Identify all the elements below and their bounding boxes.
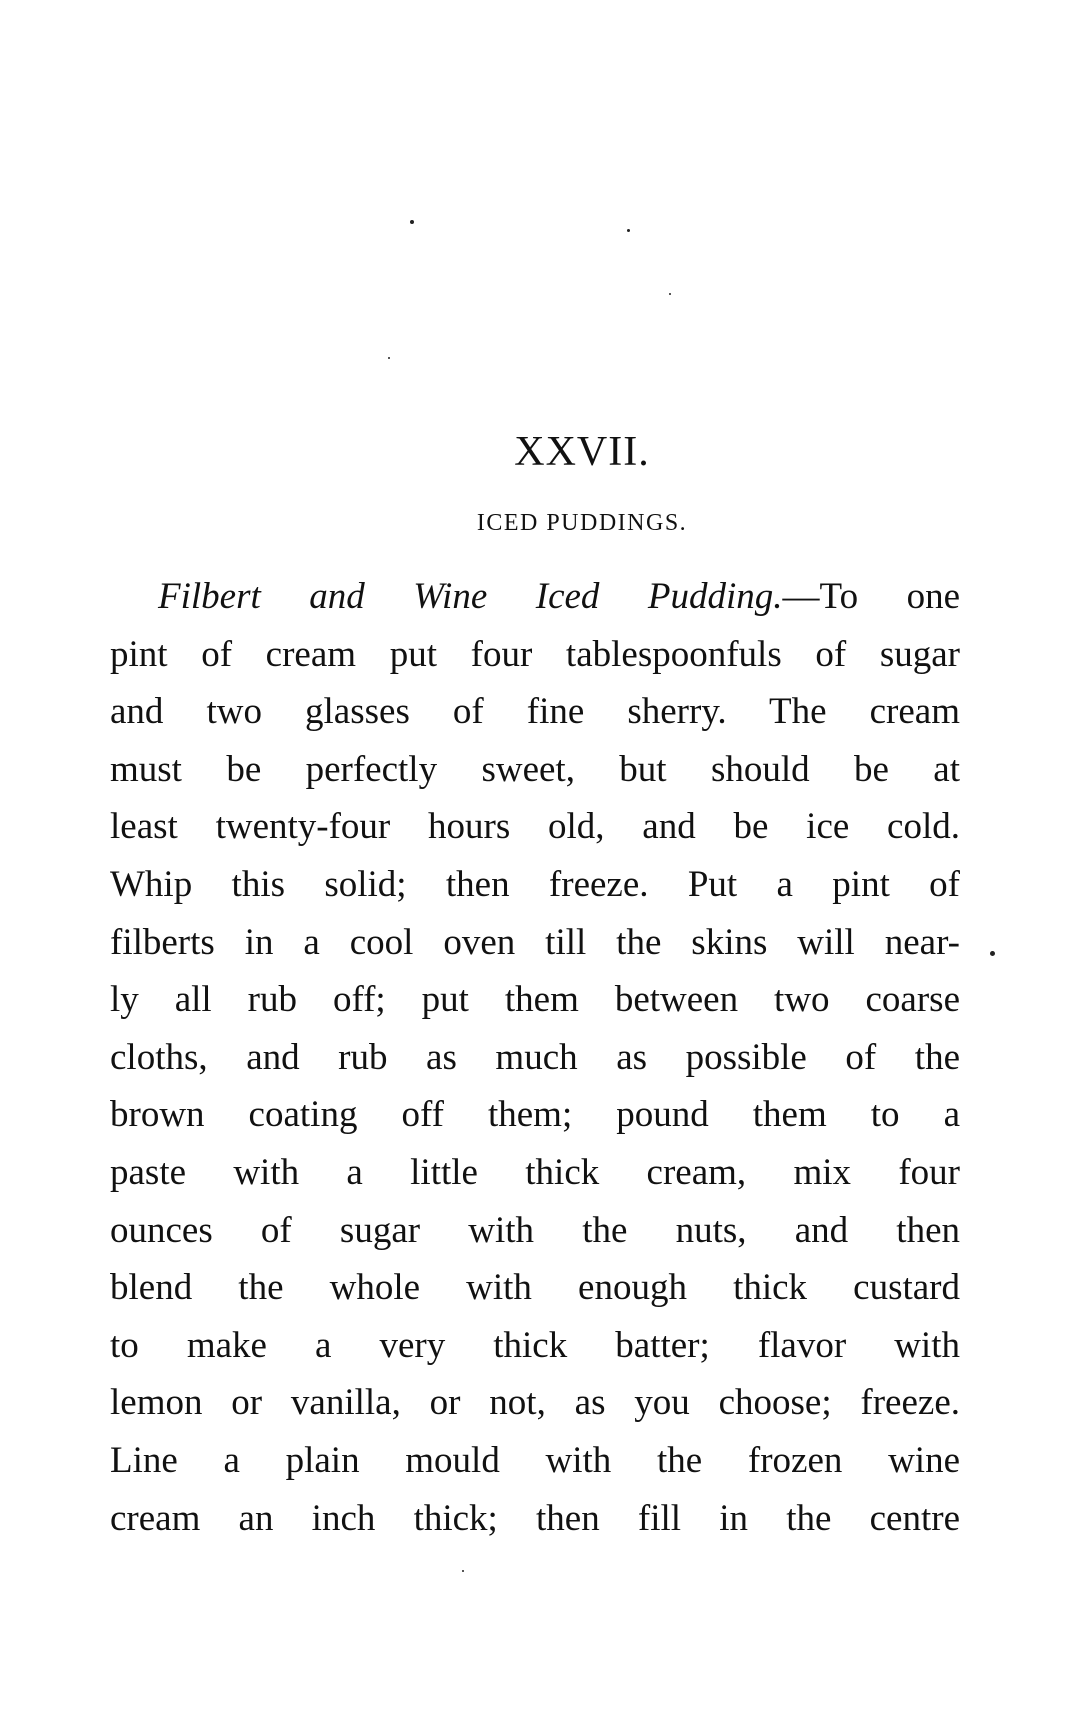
text-line: lemon or vanilla, or not, as you choose; freeze. <box>110 1382 960 1424</box>
text-line: Whip this solid; then freeze. Put a pint of <box>110 863 960 905</box>
text-line: brown coating off them; pound them to a <box>110 1094 960 1136</box>
text-line: paste with a little thick cream, mix four <box>110 1151 960 1193</box>
scan-speck <box>990 951 995 956</box>
text-line: and two glasses of fine sherry. The cream <box>110 691 960 733</box>
text-line: cloths, and rub as much as possible of the <box>110 1036 960 1078</box>
text-line-content: —To one <box>782 576 960 617</box>
text-line: must be perfectly sweet, but should be at <box>110 748 960 790</box>
scan-speck <box>462 1570 464 1572</box>
chapter-number: XXVII. <box>514 429 650 475</box>
text-line: to make a very thick batter; flavor with <box>110 1324 960 1366</box>
recipe-name: Filbert and Wine Iced Pudding. <box>158 576 783 617</box>
text-line: ly all rub off; put them between two coarse <box>110 979 960 1021</box>
text-line: ounces of sugar with the nuts, and then <box>110 1209 960 1251</box>
text-line <box>110 568 960 626</box>
text-line: pint of cream put four tablespoonfuls of sugar <box>110 633 960 675</box>
text-line: least twenty-four hours old, and be ice cold. <box>110 806 960 848</box>
recipe-text <box>110 568 960 1547</box>
text-line: Line a plain mould with the frozen wine <box>110 1439 960 1481</box>
scan-speck <box>410 220 414 224</box>
chapter-title: ICED PUDDINGS. <box>476 510 688 536</box>
scan-speck <box>388 357 390 359</box>
scan-speck <box>669 293 671 295</box>
scan-speck <box>627 229 630 232</box>
text-line: cream an inch thick; then fill in the centre <box>110 1497 960 1539</box>
text-line: blend the whole with enough thick custard <box>110 1267 960 1309</box>
text-line: filberts in a cool oven till the skins will near- <box>110 921 960 963</box>
